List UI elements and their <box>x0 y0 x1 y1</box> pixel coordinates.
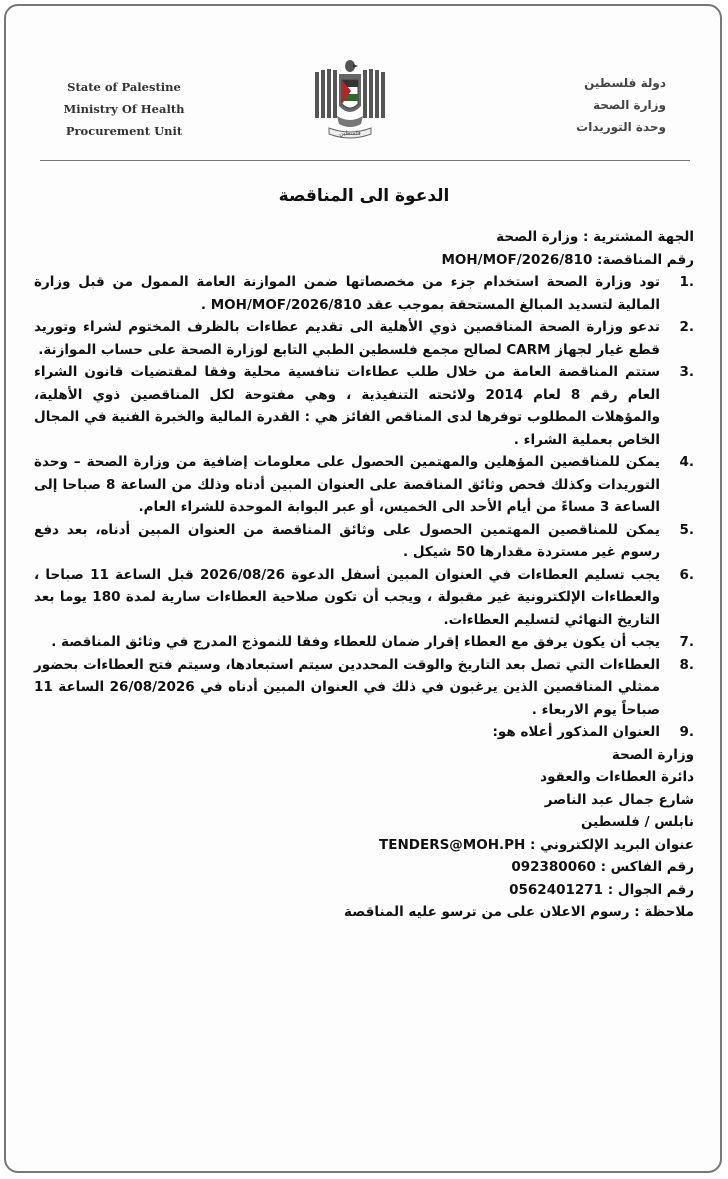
clause-text: العنوان المذكور أعلاه هو: <box>492 724 660 740</box>
address-line: وزارة الصحة <box>611 746 694 763</box>
clause-number: .2 <box>679 319 694 335</box>
purchaser-line: الجهة المشترية : وزارة الصحة <box>496 229 694 245</box>
clause-text: يمكن للمناقصين المؤهلين والمهتمين الحصول على معلومات إضافية من وزارة الصحة – وحدة التوريدات وكذلك فحص وثائق المناقصة على العنوان المبين أدناه وذلك من الساعة 8 صباحا إلى الساعة 3 مساءً من أيام الأحد الى الخميس، أو عبر البوابة الموحدة للشراء العام. <box>34 454 660 515</box>
letterhead-unit-ar: وحدة التوريدات <box>576 120 666 134</box>
header-divider <box>40 160 690 161</box>
clause-number: .6 <box>679 566 694 583</box>
clause-text: يمكن للمناقصين المهتمين الحصول على وثائق المناقصة من العنوان المبين أدناه، بعد دفع رسوم غير مستردة مقدارها 50 شيكل . <box>34 521 660 560</box>
clause-item <box>34 316 694 361</box>
clause-number: .1 <box>679 274 694 290</box>
clause-number: .9 <box>679 724 694 740</box>
clause-text: تدعو وزارة الصحة المناقصين ذوي الأهلية الى تقديم عطاءات بالظرف المختوم لشراء وتوريد قطع غيار لجهاز CARM لصالح مجمع فلسطين الطبي التابع لوزارة الصحة على حساب الموازنة. <box>34 319 660 358</box>
clause-text: ستتم المناقصة العامة من خلال طلب عطاءات تنافسية محلية وفقا لمقتضيات قانون الشراء العام رقم 8 لعام 2014 ولائحته التنفيذية ، وهي مفتوحة لكل المناقصين ذوي الأهلية، والمؤهلات المطلوب توفرها لدى المناقص الفائز هي : القدرة المالية والخبرة الفنية في المجال الخاص بعملية الشراء . <box>34 364 660 448</box>
clause-number: .7 <box>679 634 694 650</box>
clause-text: تود وزارة الصحة استخدام جزء من مخصصاتها ضمن الموازنة العامة الممول من قبل وزارة المالية لتسديد المبالغ المستحقة بموجب عقد MOH/MOF/2026/810 . <box>34 274 660 313</box>
english-letterhead <box>44 76 204 142</box>
letterhead-state: State of Palestine <box>67 80 181 94</box>
clause-item <box>34 631 694 654</box>
letterhead-ministry-ar: وزارة الصحة <box>592 98 666 112</box>
address-line: دائرة العطاءات والعقود <box>540 769 694 785</box>
tender-number-line: رقم المناقصة: MOH/MOF/2026/810 <box>441 251 694 268</box>
palestine-eagle-emblem-icon <box>311 58 389 142</box>
clause-number: .5 <box>679 521 694 538</box>
fax-line: رقم الفاكس : 092380060 <box>511 859 694 875</box>
clause-text: يجب تسليم العطاءات في العنوان المبين أسفل الدعوة 2026/08/26 قبل الساعة 11 صباحا ، والعطاءات الإلكترونية غير مقبولة ، ويجب أن تكون صلاحية العطاءات سارية لمدة 180 يوما بعد التاريخ النهائي لتسليم العطاءات. <box>34 566 660 628</box>
clause-text: يجب أن يكون يرفق مع العطاء إقرار ضمان للعطاء وفقا للنموذج المدرج في وثائق المناقصة . <box>51 634 660 650</box>
letterhead-state-ar: دولة فلسطين <box>584 76 666 90</box>
clauses-list <box>34 271 694 744</box>
clause-number: .8 <box>679 656 694 673</box>
document-title: الدعوة الى المناقصة <box>278 186 450 206</box>
clause-item <box>34 361 694 451</box>
letterhead-ministry: Ministry Of Health <box>63 102 185 116</box>
clause-item <box>34 654 694 722</box>
mobile-line: رقم الجوال : 0562401271 <box>509 881 694 898</box>
document-body <box>34 226 694 924</box>
clause-item <box>34 519 694 564</box>
address-line: نابلس / فلسطين <box>580 814 694 830</box>
clause-item <box>34 271 694 316</box>
address-block <box>34 744 694 924</box>
letterhead-unit: Procurement Unit <box>65 124 183 138</box>
clause-text: العطاءات التي تصل بعد التاريخ والوقت المحددين سيتم استبعادها، وسيتم فتح العطاءات بحضور ممثلي المناقصين الذين يرغبون في ذلك في العنوان المبين أدناه في 26/08/2026 الساعة 11 صباحاً يوم الاربعاء . <box>34 656 661 718</box>
email-line: عنوان البريد الإلكتروني : TENDERS@MOH.PH <box>379 836 694 853</box>
address-line: شارع جمال عبد الناصر <box>544 791 694 808</box>
clause-number: .4 <box>679 454 694 470</box>
note-line: ملاحظة : رسوم الاعلان على من ترسو عليه المناقصة <box>344 904 694 920</box>
arabic-letterhead <box>506 72 666 138</box>
clause-item <box>34 564 694 632</box>
clause-item <box>34 451 694 519</box>
clause-number: .3 <box>679 364 694 380</box>
emblem-label: فلسطين <box>339 130 361 137</box>
clause-item <box>34 721 694 744</box>
